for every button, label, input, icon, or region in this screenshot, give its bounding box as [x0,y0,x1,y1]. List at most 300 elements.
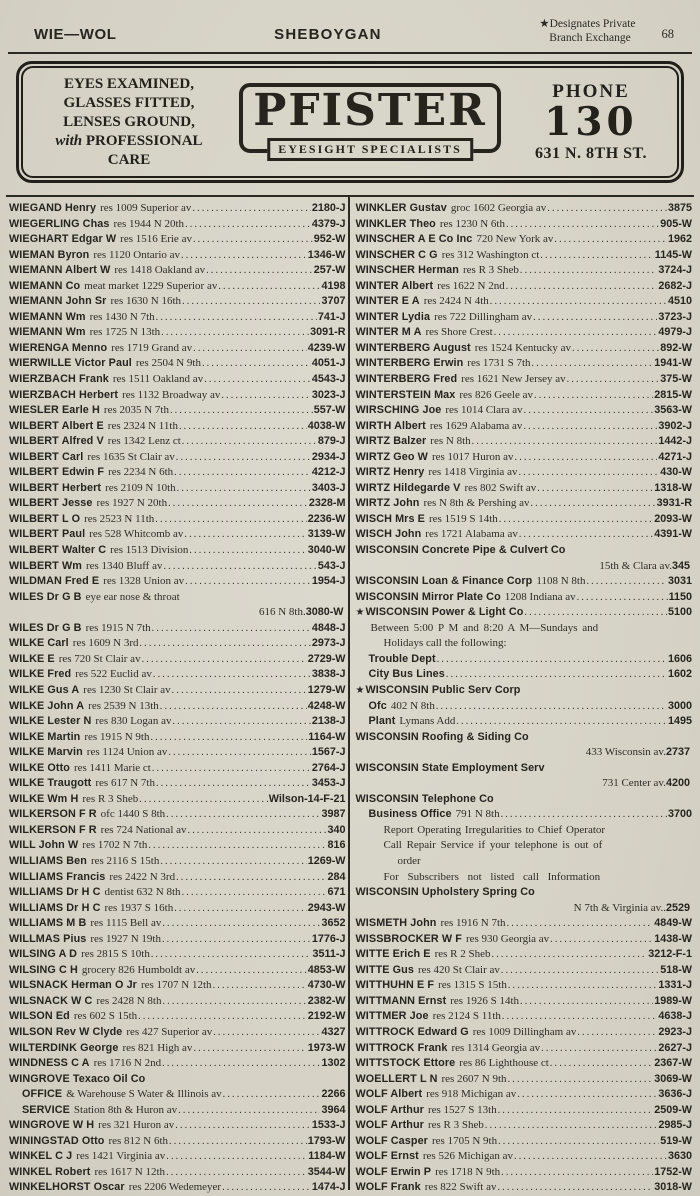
dot-leader [166,807,320,823]
listing-row: WILKE Gus A res 1230 St Clair av ..... 1279-W [9,683,346,699]
dot-leader [170,403,313,419]
dot-leader [437,652,667,668]
phone-number: 1567-J [311,746,346,759]
listing-row: WITTSTOCK Ettore res 86 Lighthouse ct ..... 2367-W [356,1056,693,1072]
phone-number: 671 [327,886,346,899]
dot-leader [178,1103,320,1119]
listing-row: WITTMANN Ernst res 1926 S 14th ..... 1989-W [356,994,693,1010]
dot-leader [202,356,311,372]
phone-number: 3563-W [654,404,692,417]
phone-number: 1941-W [654,357,692,370]
dot-leader [150,730,307,746]
phone-number: 3700 [667,808,692,821]
phone-number: 557-W [313,404,346,417]
dot-leader [184,527,306,543]
dot-leader [176,450,311,466]
listing-row: WINTERBERG Erwin res 1731 S 7th ..... 1941-W [356,356,693,372]
private-branch-note-line1: ★Designates Private [539,18,636,30]
phone-number: 1954-J [311,575,346,588]
listing-row: WILSON Ed res 602 S 15th ..... 2192-W [9,1009,346,1025]
ad-service-line: GLASSES FITTED, [63,94,195,111]
phone-number: 2923-J [658,1025,692,1038]
listing-row: WITTE Gus res 420 St Clair av ..... 518-W [356,963,693,979]
listing-row: WILKERSON F R res 724 National av ..... 340 [9,823,346,839]
city-name: SHEBOYGAN [274,26,382,43]
dot-leader [540,248,654,264]
listing-row: WILBERT Edwin F res 2234 N 6th ..... 4212-J [9,465,346,481]
phone-number: 1318-W [654,481,692,494]
phone-number: 2729-W [307,652,346,665]
phone-number: 4979-J [658,326,692,339]
dot-leader [138,1009,307,1025]
listing-row: WILBERT Paul res 528 Whitcomb av ..... 3139-W [9,527,346,543]
note-line: For Subscribers not listed call Information [383,870,601,883]
phone-number: 284 [327,870,346,883]
ad-logo-area [225,83,515,161]
listing-row: WISSBROCKER W F res 930 Georgia av ..... 1438-W [356,932,693,948]
phone-number: 3212-F-1 [648,948,692,961]
listing-row: WISCH Mrs E res 1519 S 14th ..... 2093-W [356,512,693,528]
phone-number: 1776-J [311,932,346,945]
dot-leader [153,667,311,683]
dot-leader [168,745,311,761]
dot-leader [508,1072,654,1088]
phone-number: 4853-W [307,963,346,976]
phone-number: 1346-W [307,248,346,261]
phone-number: 3875 [667,202,692,214]
phone-number: Wilson-14-F-21 [268,792,346,805]
ad-service-line: CARE [107,151,151,168]
phone-number: 1606 [667,652,692,665]
dot-leader [506,279,658,295]
listing-row: Plant Lymans Add ..... 1495 [356,714,693,730]
phone-number: 4038-W [307,419,346,432]
listing-row: WILBERT Alfred V res 1342 Lenz ct ..... 879-J [9,434,346,450]
listing-row: WIEMANN Wm res 1430 N 7th ..... 741-J [9,310,346,326]
listing-row: WILKE Otto res 1411 Marie ct ..... 2764-J [9,761,346,777]
phone-number: 4848-J [311,621,346,634]
listing-row: WILDMAN Fred E res 1328 Union av ..... 1954-J [9,574,346,590]
listing-row: WILSNACK W C res 2428 N 8th ..... 2382-W [9,994,346,1010]
phone-number: 3724-J [658,264,692,277]
phone-number: 1533-J [311,1119,346,1132]
listing-row: WITTROCK Edward G res 1009 Dillingham av ..... 2923-J [356,1025,693,1041]
dot-leader [499,512,653,528]
phone-number: 4327 [321,1025,346,1038]
address-line: N 7th & Virginia av.. 2529 [573,901,690,914]
dot-leader [524,605,667,621]
dot-leader [515,450,658,466]
dot-leader [181,248,307,264]
dot-leader [176,870,326,886]
dot-leader [193,1041,306,1057]
dot-leader [501,1165,653,1181]
ad-service-line: EYES EXAMINED, [63,75,195,92]
phone-number: 1331-J [658,979,692,992]
dot-leader [185,217,311,233]
phone-number: 4212-J [311,466,346,479]
phone-number: 3723-J [658,310,692,323]
listing-row: WIERZBACH Frank res 1511 Oakland av ..... 4543-J [9,372,346,388]
dot-leader [572,341,659,357]
dot-leader [151,947,312,963]
private-branch-note-line2: Branch Exchange [549,31,631,44]
ad-services-text [33,75,225,170]
listing-row: WOELLERT L N res 2607 N 9th ..... 3069-W [356,1072,693,1088]
listing-row: WOLF Arthur res 1527 S 13th ..... 2509-W [356,1103,693,1119]
dot-leader [162,1056,320,1072]
listing-row: WILES Dr G B res 1915 N 7th ..... 4848-J [9,621,346,637]
dot-leader [139,792,268,808]
phone-number: 2627-J [658,1041,692,1054]
ad-address: 631 N. 8TH ST. [534,145,648,162]
listing-row: Ofc 402 N 8th ..... 3000 [356,699,693,715]
dot-leader [192,201,310,217]
dot-leader [142,652,307,668]
address-line: 433 Wisconsin av. 2737 [585,746,690,759]
dot-leader [530,496,655,512]
note-line: Call Repair Service if your telephone is out of [383,839,603,852]
private-branch-star-icon: ★ [355,607,365,619]
dot-leader [497,1180,653,1196]
phone-number: 2367-W [654,1057,692,1070]
listing-row: SERVICE Station 8th & Huron av ..... 3964 [9,1103,346,1119]
listing-header-row: WISCONSIN Upholstery Spring Co [355,886,535,899]
dot-leader [213,978,307,994]
dot-leader [490,294,667,310]
phone-number: 1474-J [311,1181,346,1194]
phone-number: 4510 [667,295,692,308]
dot-leader [179,419,307,435]
listing-row: WINKEL Robert res 1617 N 12th ..... 3544-W [9,1165,346,1181]
dot-leader [547,201,667,217]
listing-row: WIRTZ Henry res 1418 Virginia av ..... 430-W [356,465,693,481]
dot-leader [518,465,659,481]
listing-row: WILSON Rev W Clyde res 427 Superior av ..... 4327 [9,1025,346,1041]
listing-row: WITTE Erich E res R 2 Sheb ..... 3212-F-1 [356,947,693,963]
dot-leader [507,916,654,932]
dot-leader [188,823,327,839]
phone-number: 892-W [660,341,692,354]
phone-number: 2815-W [654,388,692,401]
listing-row: WIEGHART Edgar W res 1516 Erie av ..... 952-W [9,232,346,248]
listing-row: WINSCHER C G res 312 Washington ct ..... 1145-W [356,248,693,264]
phone-number: 1164-W [308,730,346,743]
listing-row: WILKE Traugott res 617 N 7th ..... 3453-J [9,776,346,792]
phone-number: 518-W [660,963,692,976]
phone-number: 3707 [321,295,346,308]
listing-row: WILKE John A res 2539 N 13th ..... 4248-W [9,699,346,715]
dot-leader [172,714,310,730]
dot-leader [156,310,317,326]
listing-row: WITTHUHN E F res 1315 S 15th ..... 1331-J [356,978,693,994]
dot-leader [204,372,311,388]
phone-number: 4730-W [307,979,346,992]
phone-number: 1989-W [654,994,692,1007]
dot-leader [174,901,306,917]
listing-row: WIEMANN Albert W res 1418 Oakland av ..... 257-W [9,263,346,279]
listing-row: WIRTH Albert res 1629 Alabama av ..... 3902-J [356,419,693,435]
phone-number: 2382-W [307,994,346,1007]
listing-row: WIRTZ Hildegarde V res 802 Swift av ..... 1318-W [356,481,693,497]
dot-leader [160,854,306,870]
dot-leader [577,1025,657,1041]
phone-number: 543-J [317,559,346,572]
listing-row: WOLF Erwin P res 1718 N 9th ..... 1752-W [356,1165,693,1181]
dot-leader [498,1103,653,1119]
phone-number: 4271-J [658,450,692,463]
phone-number: 3511-J [312,948,346,961]
listing-row: WILKE Martin res 1915 N 9th ..... 1164-W [9,730,346,746]
listing-row: WILBERT Carl res 1635 St Clair av ..... 2934-J [9,450,346,466]
phone-number: 1150 [668,590,692,603]
phone-number: 1302 [321,1057,346,1070]
phone-number: 340 [327,823,346,836]
dot-leader [163,559,316,575]
listing-row: WILSING A D res 2815 S 10th ..... 3511-J [9,947,346,963]
phone-number: 4379-J [311,217,346,230]
listing-row: WIRSCHING Joe res 1014 Clara av ..... 3563-W [356,403,693,419]
listing-row: WILLIAMS Dr H C res 1937 S 16th ..... 2943-W [9,901,346,917]
dot-leader [148,838,326,854]
phone-number: 3636-J [658,1088,692,1101]
listing-row: WISCONSIN Mirror Plate Co 1208 Indiana av ..... 1150 [356,590,693,606]
phone-number: 4248-W [307,699,346,712]
listing-row: WINDNESS C A res 1716 N 2nd ..... 1302 [9,1056,346,1072]
listing-row: WISCONSIN Loan & Finance Corp 1108 N 8th ..... 3031 [356,574,693,590]
phone-number: 3838-J [311,668,346,681]
phone-number: 2985-J [658,1119,692,1132]
dot-leader [223,1087,321,1103]
dot-leader [537,481,653,497]
phone-number: 2266 [321,1088,346,1101]
dot-leader [152,621,311,637]
phone-number: 1279-W [307,683,346,696]
phone-number: 3040-W [307,544,346,557]
dot-leader [524,403,654,419]
phone-number: 3964 [321,1103,346,1116]
listing-row: WIEGERLING Chas res 1944 N 20th ..... 4379-J [9,217,346,233]
listing-row: WIRTZ Geo W res 1017 Huron av ..... 4271-J [356,450,693,466]
listing-row: WILTERDINK George res 821 High av ..... 1973-W [9,1041,346,1057]
dot-leader [189,543,306,559]
dot-leader [550,1056,653,1072]
phone-number: 4391-W [654,528,692,541]
dot-leader [221,388,311,404]
listing-row: WINKLER Gustav groc 1602 Georgia av ..... 3875 [356,201,693,217]
phone-number: 4051-J [311,357,346,370]
dot-leader [175,1118,311,1134]
listing-row: WOLF Albert res 918 Michigan av ..... 3636-J [356,1087,693,1103]
ad-service-line [33,132,225,151]
dot-leader [156,776,311,792]
note-line: Between 5:00 P M and 8:20 A M—Sundays and [370,621,599,634]
listing-row: WOLF Casper res 1705 N 9th ..... 519-W [356,1134,693,1150]
listing-header-row: WILES Dr G B eye ear nose & throat [9,590,180,603]
phone-number: 2192-W [307,1010,346,1023]
listing-row: WITTMER Joe res 2124 S 11th ..... 4638-J [356,1009,693,1025]
phone-number: 816 [327,839,346,852]
ad-contact-block [515,81,667,163]
dot-leader [554,232,667,248]
ad-professional-word: PROFESSIONAL [85,132,203,149]
dot-leader [152,761,311,777]
listing-row: WIERENGA Menno res 1719 Grand av ..... 4239-W [9,341,346,357]
phone-number: 741-J [317,310,346,323]
dot-leader [519,527,653,543]
listing-row: WINKELHORST Oscar res 2206 Wedemeyer ..... 1474-J [9,1180,346,1196]
phone-number: 3091-R [310,326,346,339]
phone-number: 4543-J [311,373,346,386]
listing-row: WILKERSON F R ofc 1440 S 8th ..... 3987 [9,807,346,823]
phone-number: 430-W [660,466,692,479]
listing-row: WILKE Lester N res 830 Logan av ..... 2138-J [9,714,346,730]
listing-row: WINSCHER Herman res R 3 Sheb ..... 3724-J [356,263,693,279]
dot-leader [523,419,657,435]
phone-number: 2236-W [307,512,346,525]
dot-leader [182,885,327,901]
listing-row: Trouble Dept ..... 1606 [356,652,693,668]
listing-row: WINKLER Theo res 1230 N 6th ..... 905-W [356,217,693,233]
phone-number: 3000 [667,699,692,712]
listing-row: WILLIAMS Francis res 2422 N 3rd ..... 284 [9,870,346,886]
listing-row: WINGROVE W H res 321 Huron av ..... 1533-J [9,1118,346,1134]
listing-header-row: WISCONSIN Roofing & Siding Co [355,730,529,743]
listing-row: WILSING C H grocery 826 Humboldt av ..... 4853-W [9,963,346,979]
phone-number: 3403-J [311,481,346,494]
dot-leader [533,310,657,326]
note-line: Report Operating Irregularities to Chief Operator [383,823,606,836]
address-line: 731 Center av. 4200 [602,777,690,790]
phone-number: 3544-W [307,1165,346,1178]
dot-leader [160,699,307,715]
listing-row: WILKE Marvin res 1124 Union av ..... 1567-J [9,745,346,761]
phone-number: 1495 [667,715,692,728]
dot-leader [139,636,310,652]
listing-row: WINTERBERG August res 1524 Kentucky av ..... 892-W [356,341,693,357]
dot-leader [162,932,311,948]
dot-leader [222,1180,311,1196]
dot-leader [162,916,320,932]
phone-number: 1793-W [307,1134,346,1147]
listing-row: WILBERT L O res 2523 N 11th ..... 2236-W [9,512,346,528]
dot-leader [541,1041,657,1057]
phone-number: 879-J [317,435,346,448]
listing-row: WIEMANN Co meat market 1229 Superior av ..... 4198 [9,279,346,295]
dot-leader [193,232,313,248]
listing-row: WILSNACK Herman O Jr res 1707 N 12th ..... 4730-W [9,978,346,994]
dot-leader [520,994,653,1010]
dot-leader [456,714,667,730]
phone-number: 257-W [313,264,346,277]
page-header [0,4,700,45]
private-branch-star-icon: ★ [355,684,365,696]
listings-column-left [6,197,348,1194]
listing-row: WINKEL C J res 1421 Virginia av ..... 1184-W [9,1149,346,1165]
phone-number: 952-W [313,233,346,246]
pfister-logo-box [239,83,501,156]
listing-row: WOLF Arthur res R 3 Sheb ..... 2985-J [356,1118,693,1134]
phone-label: PHONE [552,81,630,102]
phone-number: 2093-W [654,512,692,525]
listing-row: WIEGAND Henry res 1009 Superior av ..... 2180-J [9,201,346,217]
dot-leader [514,1149,667,1165]
dot-leader [586,574,667,590]
listing-row: WISCH John res 1721 Alabama av ..... 4391-W [356,527,693,543]
dot-leader [502,1009,657,1025]
phone-number: 1184-W [308,1150,346,1163]
dot-leader [177,481,311,497]
listing-row: WOLF Ernst res 526 Michigan av ..... 3630 [356,1149,693,1165]
listing-row: WILKE Fred res 522 Euclid av ..... 3838-J [9,667,346,683]
phone-number: 3018-W [654,1181,692,1194]
dot-leader [166,1165,307,1181]
phone-number: 2934-J [311,450,346,463]
listing-row: WILBERT Walter C res 1513 Division ..... 3040-W [9,543,346,559]
phone-number: 4638-J [658,1010,692,1023]
listing-row: WIEMANN John Sr res 1630 N 16th ..... 3707 [9,294,346,310]
listing-header-row: WISCONSIN Concrete Pipe & Culvert Co [355,544,566,557]
phone-number: 4198 [321,279,346,292]
phone-number-large: 130 [544,99,638,145]
pfister-logo-text: PFISTER [253,85,487,136]
phone-number: 3987 [321,808,346,821]
phone-number: 4849-W [654,917,692,930]
listings-area [6,195,694,1194]
listing-row: WILL John W res 1702 N 7th ..... 816 [9,838,346,854]
dot-leader [577,590,668,606]
dot-leader [162,994,306,1010]
dot-leader [501,807,667,823]
eyesight-specialists-banner: EYESIGHT SPECIALISTS [267,138,473,161]
listing-row: WINSCHER A E Co Inc 720 New York av ..... 1962 [356,232,693,248]
dot-leader [206,263,313,279]
dot-leader [506,217,659,233]
listing-header-row: WINGROVE Texaco Oil Co [9,1072,146,1085]
listing-row: WIEMAN Byron res 1120 Ontario av ..... 1346-W [9,248,346,264]
phone-number: 1962 [667,233,692,246]
listing-row: City Bus Lines ..... 1602 [356,667,693,683]
phone-number: 519-W [660,1134,692,1147]
dot-leader [567,372,660,388]
ad-service-line: LENSES GROUND, [63,113,195,130]
dot-leader [218,279,320,295]
listings-column-right [348,197,695,1194]
dot-leader [508,978,658,994]
phone-number: 2138-J [311,715,346,728]
phone-number: 3139-W [307,528,346,541]
listing-row: WIEMANN Wm res 1725 N 13th ..... 3091-R [9,325,346,341]
phone-number: 1145-W [654,248,692,261]
phone-number: 3069-W [654,1072,692,1085]
phone-number: 2328-M [308,497,346,510]
dot-leader [168,496,308,512]
listing-row: WILKE E res 720 St Clair av ..... 2729-W [9,652,346,668]
listing-row: WILLIAMS Dr H C dentist 632 N 8th ..... 671 [9,885,346,901]
dot-leader [492,947,648,963]
listing-row: WININGSTAD Otto res 812 N 6th ..... 1793-W [9,1134,346,1150]
private-branch-note [539,18,635,45]
phone-number: 1973-W [307,1041,346,1054]
page-number: 68 [661,27,674,41]
phone-number: 3931-R [656,497,692,510]
dot-leader [155,512,306,528]
dot-leader [169,1134,307,1150]
listing-row: WIESLER Earle H res 2035 N 7th ..... 557-W [9,403,346,419]
listing-row: WINTERSTEIN Max res 826 Geele av ..... 2815-W [356,388,693,404]
listing-row: OFFICE & Warehouse S Water & Illinois av ..... 2266 [9,1087,346,1103]
pfister-advertisement [16,61,684,183]
